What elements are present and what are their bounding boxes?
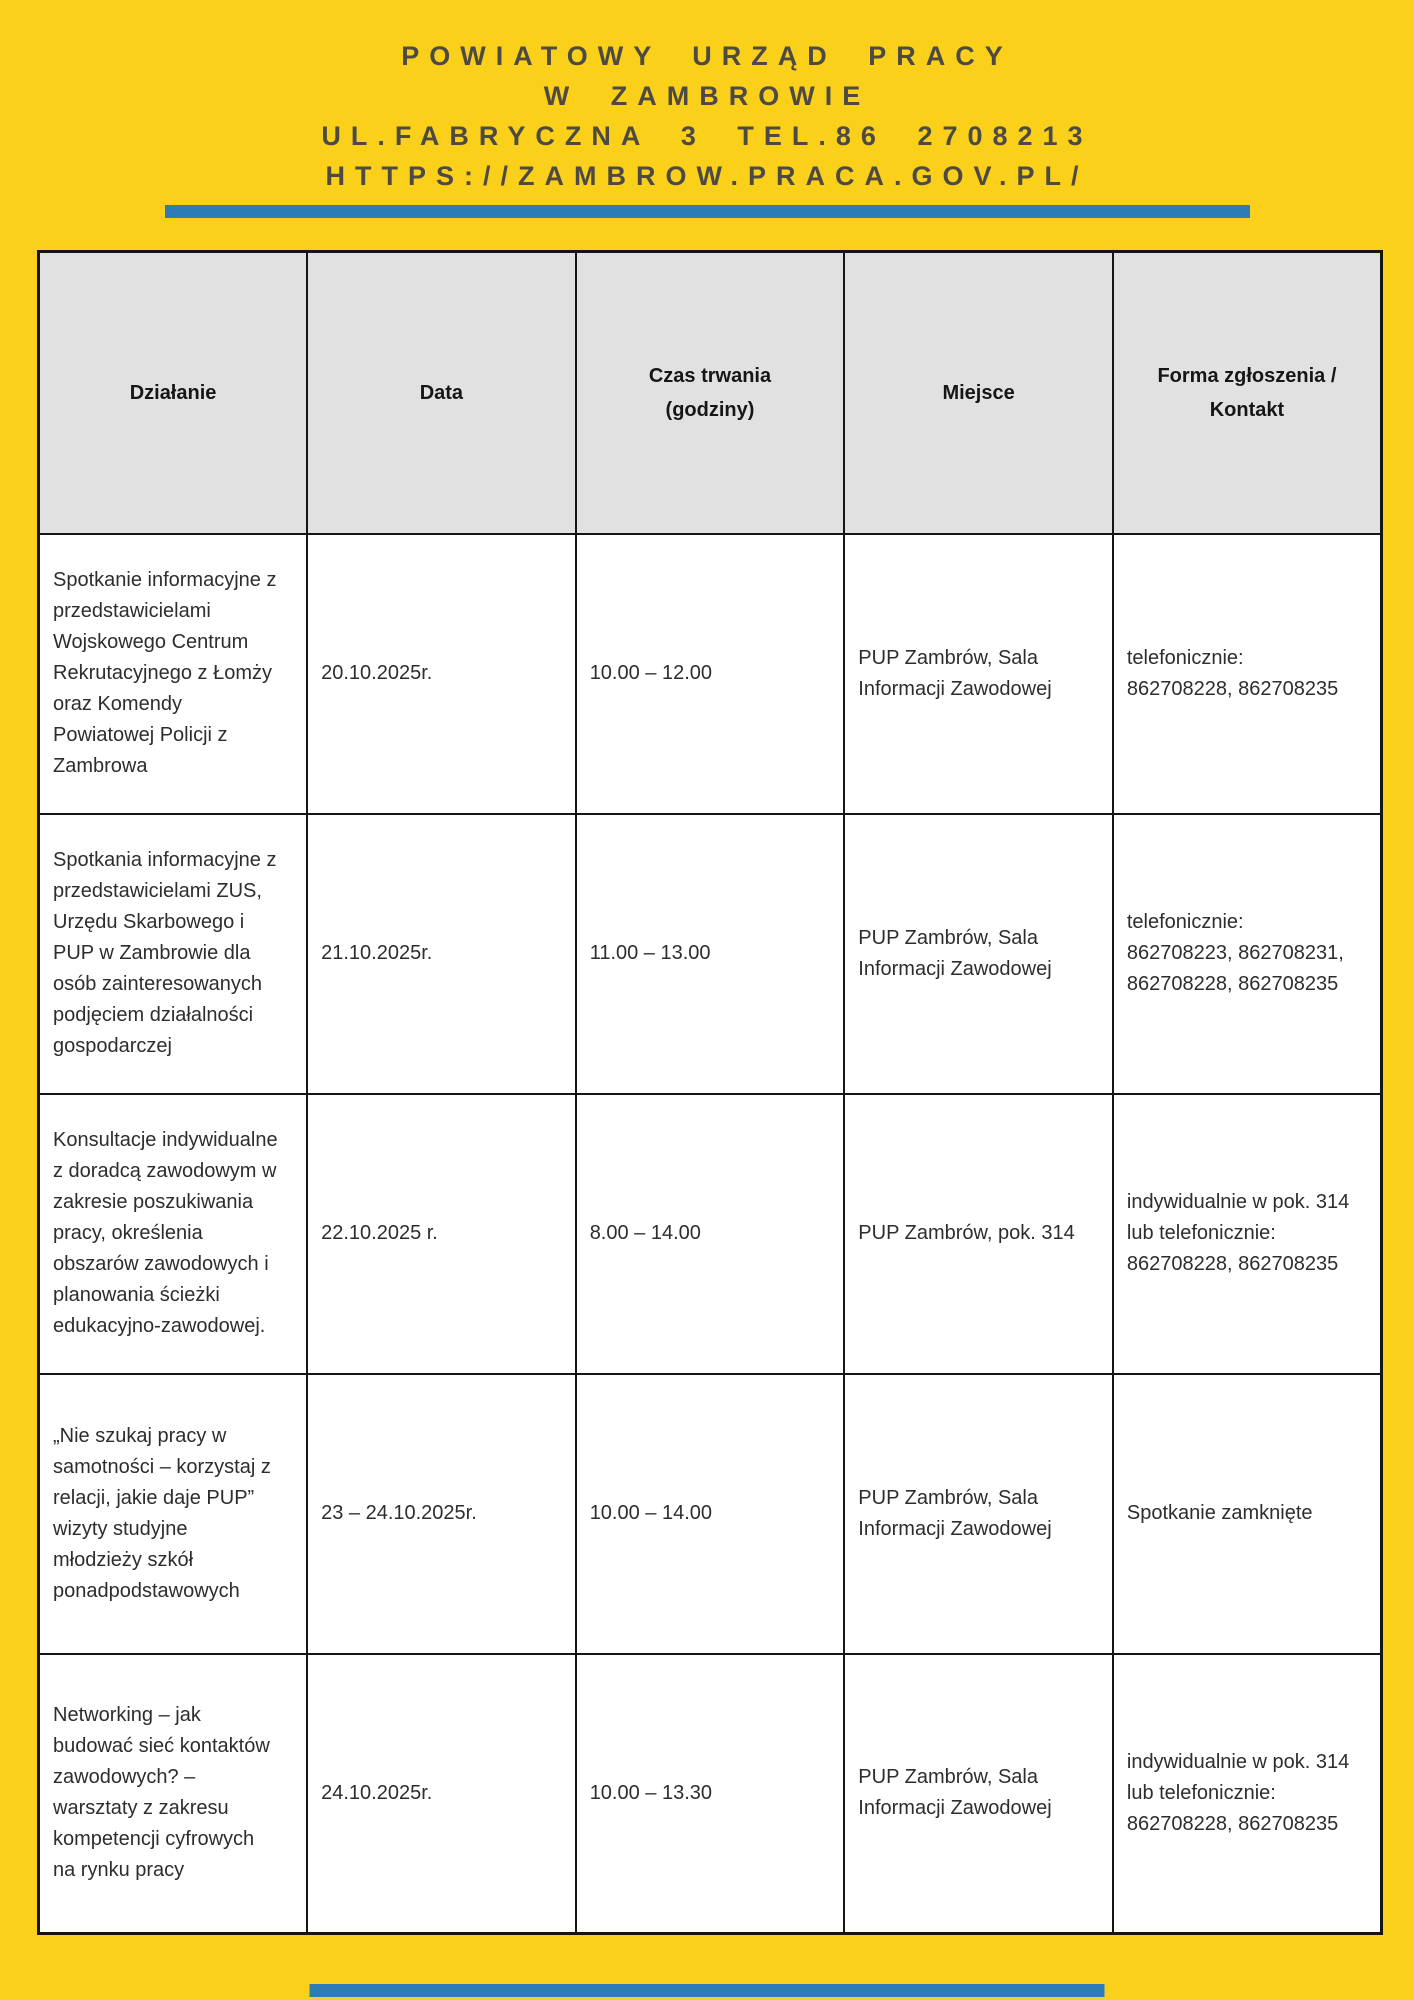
org-address-phone: UL.FABRYCZNA 3 TEL.86 2708213 [321, 121, 1093, 151]
table-row [39, 1094, 1382, 1374]
org-website: HTTPS://ZAMBROW.PRACA.GOV.PL/ [325, 161, 1089, 191]
place-cell: PUP Zambrów, Sala Informacji Zawodowej [844, 814, 1113, 1094]
col-header-label: Działanie [129, 381, 217, 404]
org-name-line-2: W ZAMBROWIE [543, 81, 871, 111]
col-header-label: Data [419, 381, 464, 404]
col-header-label: Czas trwania [648, 364, 772, 387]
place-cell: PUP Zambrów, pok. 314 [844, 1094, 1113, 1374]
contact-cell: telefonicznie: 862708223, 862708231, 862708228, 862708235 [1113, 814, 1382, 1094]
col-header-label: Miejsce [942, 381, 1015, 404]
contact-cell: Spotkanie zamknięte [1113, 1374, 1382, 1654]
activity-cell: Spotkania informacyjne z przedstawicielami ZUS, Urzędu Skarbowego i PUP w Zambrowie dla osób zainteresowanych podjęciem działalności gospodarczej [39, 814, 308, 1094]
col-header-dzialanie [39, 252, 308, 534]
duration-cell: 11.00 – 13.00 [576, 814, 845, 1094]
activity-cell: Konsultacje indywidualne z doradcą zawodowym w zakresie poszukiwania pracy, określenia obszarów zawodowych i planowania ścieżki edukacyjno-zawodowej. [39, 1094, 308, 1374]
table-header-row [39, 252, 1382, 534]
place-cell: PUP Zambrów, Sala Informacji Zawodowej [844, 1374, 1113, 1654]
col-header-label: Forma zgłoszenia / [1157, 364, 1337, 387]
table-row [39, 1654, 1382, 1934]
place-cell: PUP Zambrów, Sala Informacji Zawodowej [844, 1654, 1113, 1934]
schedule-table [37, 250, 1383, 1935]
activity-cell: Networking – jak budować sieć kontaktów zawodowych? – warsztaty z zakresu kompetencji cyfrowych na rynku pracy [39, 1654, 308, 1934]
col-header-label: Kontakt [1209, 398, 1285, 421]
activity-cell: „Nie szukaj pracy w samotności – korzystaj z relacji, jakie daje PUP” wizyty studyjne młodzieży szkół ponadpodstawowych [39, 1374, 308, 1654]
date-cell: 21.10.2025r. [307, 814, 576, 1094]
col-header-miejsce [844, 252, 1113, 534]
table-header-row [39, 252, 1382, 534]
table-row [39, 534, 1382, 814]
contact-cell: indywidualnie w pok. 314 lub telefonicznie: 862708228, 862708235 [1113, 1094, 1382, 1374]
date-cell: 24.10.2025r. [307, 1654, 576, 1934]
duration-cell: 8.00 – 14.00 [576, 1094, 845, 1374]
date-cell: 22.10.2025 r. [307, 1094, 576, 1374]
activity-cell: Spotkanie informacyjne z przedstawicielami Wojskowego Centrum Rekrutacyjnego z Łomży oraz Komendy Powiatowej Policji z Zambrowa [39, 534, 308, 814]
contact-cell: telefonicznie: 862708228, 862708235 [1113, 534, 1382, 814]
duration-cell: 10.00 – 14.00 [576, 1374, 845, 1654]
duration-cell: 10.00 – 13.30 [576, 1654, 845, 1934]
col-header-czas-trwania [576, 252, 845, 534]
date-cell: 23 – 24.10.2025r. [307, 1374, 576, 1654]
duration-cell: 10.00 – 12.00 [576, 534, 845, 814]
col-header-data [307, 252, 576, 534]
footer-divider-bar [310, 1984, 1105, 1997]
col-header-forma-kontakt [1113, 252, 1382, 534]
col-header-label: (godziny) [665, 398, 755, 421]
place-cell: PUP Zambrów, Sala Informacji Zawodowej [844, 534, 1113, 814]
org-name-line-1: POWIATOWY URZĄD PRACY [401, 41, 1013, 71]
document-header [0, 0, 1414, 196]
contact-cell: indywidualnie w pok. 314 lub telefonicznie: 862708228, 862708235 [1113, 1654, 1382, 1934]
date-cell: 20.10.2025r. [307, 534, 576, 814]
header-divider-bar [165, 205, 1250, 218]
table-row [39, 1374, 1382, 1654]
table-row [39, 814, 1382, 1094]
